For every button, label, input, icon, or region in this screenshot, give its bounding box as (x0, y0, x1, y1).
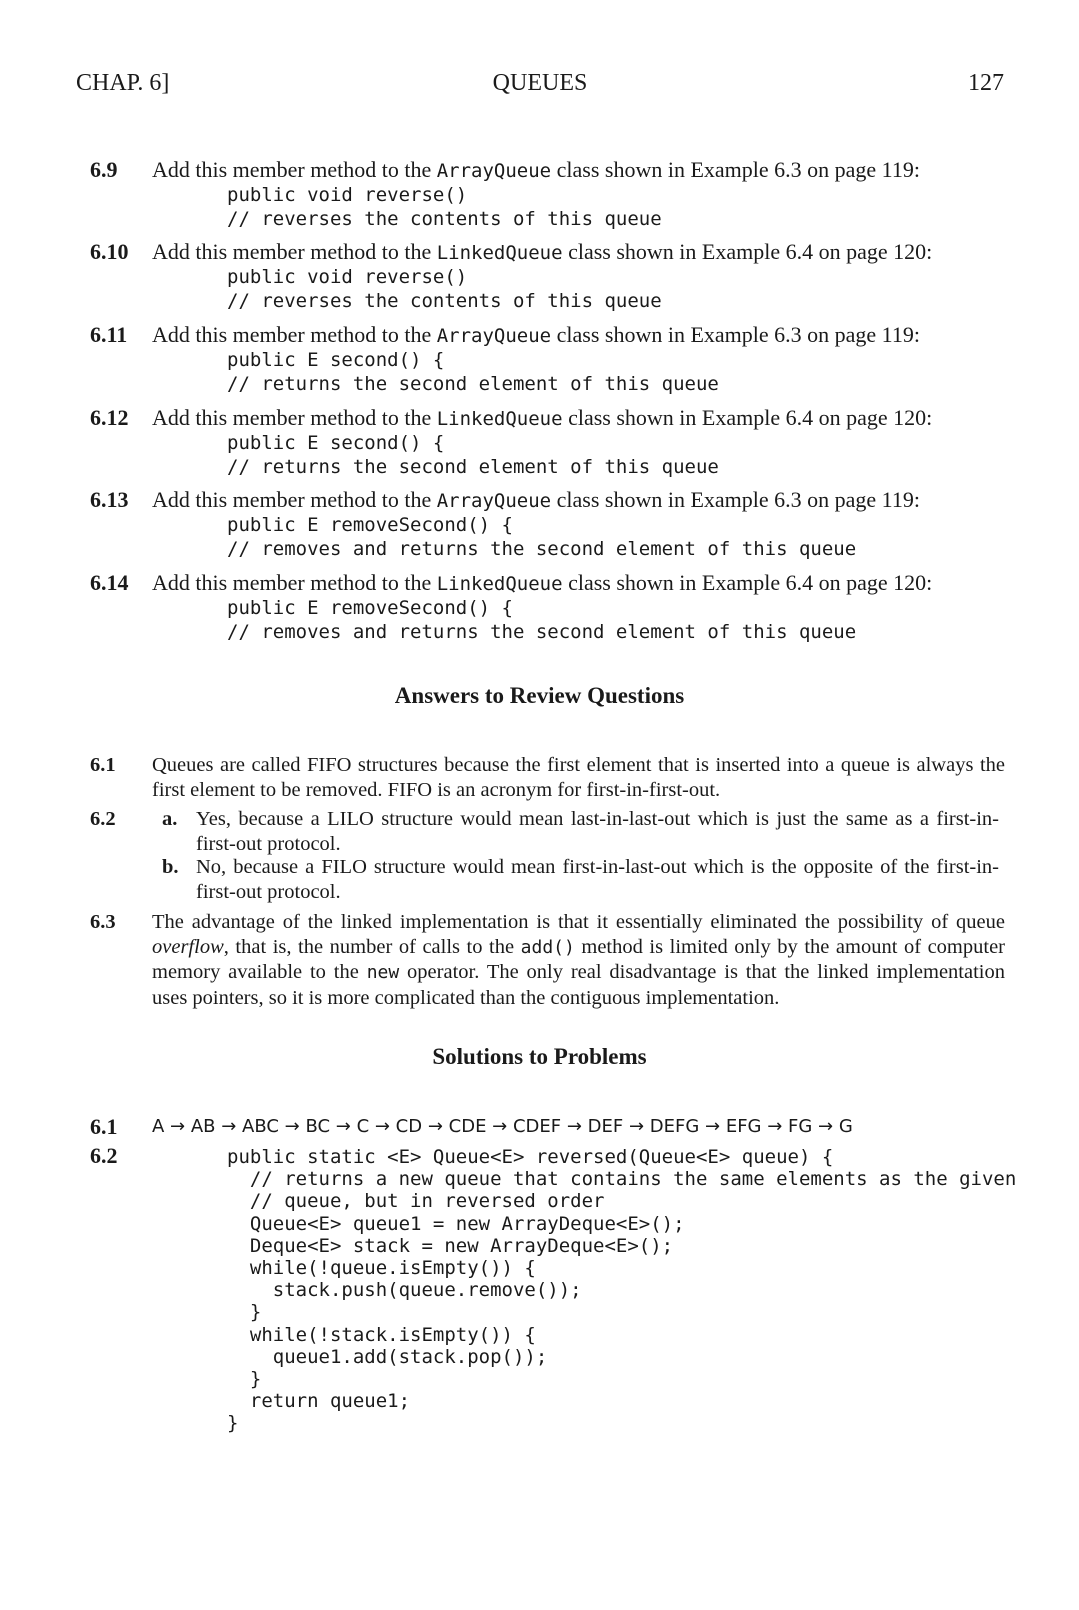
method-signature: public void reverse() (227, 184, 468, 206)
problem-number: 6.11 (90, 322, 128, 347)
problem-number: 6.13 (90, 487, 129, 512)
subitem-label: a. (162, 808, 178, 830)
method-comment: // removes and returns the second element of this queue (227, 621, 857, 643)
problem-text: Add this member method to the LinkedQueue class shown in Example 6.4 on page 120: (152, 570, 933, 595)
queue-sequence: A → AB → ABC → BC → C → CD → CDE → CDEF → DEF → DEFG → EFG → FG → G (152, 1116, 853, 1137)
answer-text: Queues are called FIFO structures because the first element that is inserted into a queue is always the first element to be removed. FIFO is an acronym for first-in-first-out. (152, 754, 1005, 801)
problem-number: 6.9 (90, 157, 118, 182)
code-line: while(!stack.isEmpty()) { (227, 1323, 536, 1346)
chapter-title: QUEUES (492, 70, 588, 96)
problem-text: Add this member method to the ArrayQueue class shown in Example 6.3 on page 119: (152, 487, 920, 512)
answer-number: 6.3 (90, 911, 116, 933)
method-comment: // reverses the contents of this queue (227, 208, 662, 230)
code-line: } (227, 1412, 239, 1435)
method-signature: public E removeSecond() { (227, 514, 513, 536)
answers-heading: Answers to Review Questions (394, 683, 685, 708)
page-number: 127 (968, 70, 1004, 96)
method-signature: public E second() { (227, 349, 445, 371)
code-line: } (227, 1367, 262, 1390)
code-block (227, 1146, 1016, 1434)
subitem-text: No, because a FILO structure would mean first-in-last-out which is the opposite of the first-in-first-out protocol. (196, 856, 999, 903)
problem-text: Add this member method to the LinkedQueue class shown in Example 6.4 on page 120: (152, 405, 933, 430)
page-header (76, 70, 1004, 104)
problem-number: 6.12 (90, 405, 129, 430)
subitem-text: Yes, because a LILO structure would mean last-in-last-out which is just the same as a first-in-first-out protocol. (196, 808, 999, 855)
method-signature: public void reverse() (227, 266, 468, 288)
code-line: Deque<E> stack = new ArrayDeque<E>(); (227, 1234, 674, 1257)
method-comment: // returns the second element of this queue (227, 456, 719, 478)
problem-text: Add this member method to the LinkedQueue class shown in Example 6.4 on page 120: (152, 239, 933, 264)
problem-number: 6.14 (90, 570, 129, 595)
solution-number: 6.1 (90, 1114, 118, 1139)
answer-number: 6.1 (90, 754, 116, 776)
code-line: return queue1; (227, 1390, 411, 1413)
method-signature: public E removeSecond() { (227, 597, 513, 619)
code-line: while(!queue.isEmpty()) { (227, 1256, 536, 1279)
problem-text: Add this member method to the ArrayQueue class shown in Example 6.3 on page 119: (152, 157, 920, 182)
code-line: Queue<E> queue1 = new ArrayDeque<E>(); (227, 1212, 685, 1235)
subitem-label: b. (162, 856, 179, 878)
chapter-label: CHAP. 6] (76, 70, 170, 96)
code-line: queue1.add(stack.pop()); (227, 1345, 548, 1368)
solutions-heading: Solutions to Problems (432, 1044, 647, 1069)
code-line: public static <E> Queue<E> reversed(Queue<E> queue) { (227, 1146, 834, 1168)
code-line: stack.push(queue.remove()); (227, 1279, 582, 1302)
problem-text: Add this member method to the ArrayQueue class shown in Example 6.3 on page 119: (152, 322, 920, 347)
code-line: } (227, 1301, 262, 1324)
method-comment: // reverses the contents of this queue (227, 290, 662, 312)
method-comment: // removes and returns the second element of this queue (227, 538, 857, 560)
solution-number: 6.2 (90, 1143, 118, 1168)
method-signature: public E second() { (227, 432, 445, 454)
answer-number: 6.2 (90, 808, 116, 830)
problem-number: 6.10 (90, 239, 129, 264)
code-line: // returns a new queue that contains the same elements as the given (227, 1168, 1017, 1191)
code-line: // queue, but in reversed order (227, 1190, 605, 1213)
answer-text: The advantage of the linked implementation is that it essentially eliminated the possibility of queue overflow, that is, the number of calls to the add() method is limited only by the amount of computer memory available to the new operator. The only real disadvantage is that the linked implementation uses pointers, so it is more complicated than the contiguous implementation. (152, 911, 1005, 1009)
method-comment: // returns the second element of this queue (227, 373, 719, 395)
